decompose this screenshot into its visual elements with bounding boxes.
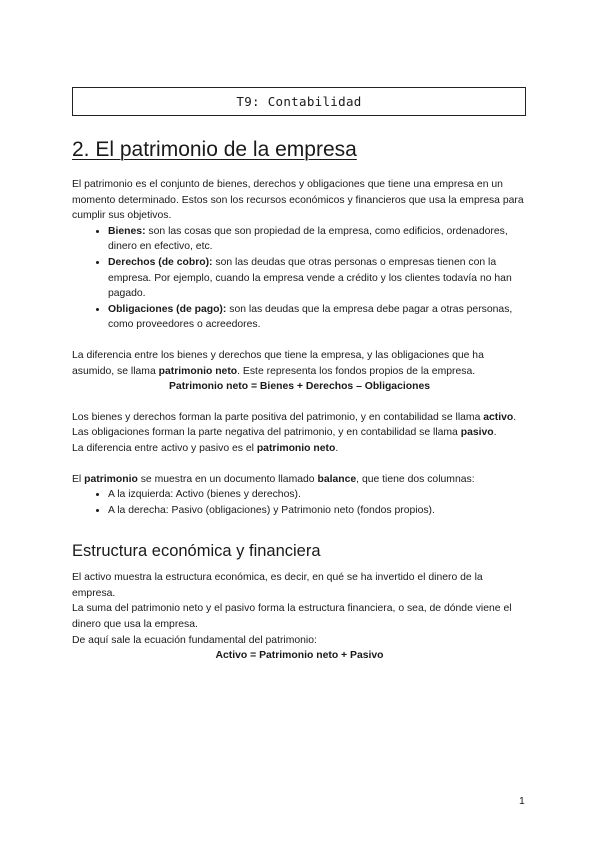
estructura-economica-paragraph: El activo muestra la estructura económica, es decir, en qué se ha invertido el dinero de la empresa. xyxy=(72,572,483,599)
ecuacion-intro-paragraph: De aquí sale la ecuación fundamental del patrimonio: xyxy=(72,634,317,646)
list-item xyxy=(108,224,527,255)
header-title: T9: Contabilidad xyxy=(236,94,362,109)
list-text: son las deudas que la empresa debe pagar a otras personas, como proveedores o acreedores. xyxy=(108,303,513,331)
patrimonio-elements-list xyxy=(72,224,527,333)
list-item xyxy=(108,255,527,302)
patrimonio-neto-paragraph xyxy=(72,348,527,379)
pasivo-paragraph xyxy=(72,425,527,441)
bold-term: pasivo xyxy=(460,427,494,439)
text-span: La diferencia entre los bienes y derechos que tiene la empresa, y las obligaciones que ha asumido, se llama xyxy=(72,349,484,377)
activo-paragraph xyxy=(72,410,527,426)
text-span: Los bienes y derechos forman la parte positiva del patrimonio, y en contabilidad se llama xyxy=(72,411,484,423)
list-item xyxy=(108,302,527,333)
text-span: . xyxy=(513,411,517,423)
balance-columns-list xyxy=(72,487,527,518)
text-span: . xyxy=(335,442,339,454)
list-term: Obligaciones (de pago): xyxy=(108,303,227,315)
intro-paragraph: El patrimonio es el conjunto de bienes, derechos y obligaciones que tiene una empresa en un momento determinado. Estos son los recursos económicos y financieros que usa la empresa para cumplir sus objetivos. xyxy=(72,179,524,222)
balance-paragraph xyxy=(72,472,527,488)
bold-term: patrimonio xyxy=(84,473,138,485)
list-text: son las cosas que son propiedad de la empresa, como edificios, ordenadores, dinero en efectivo, etc. xyxy=(108,225,508,253)
text-span: Las obligaciones forman la parte negativa del patrimonio, y en contabilidad se llama xyxy=(72,427,461,439)
diferencia-paragraph xyxy=(72,441,527,457)
text-span: . xyxy=(493,427,497,439)
document-content xyxy=(72,136,527,664)
estructura-financiera-paragraph: La suma del patrimonio neto y el pasivo forma la estructura financiera, o sea, de dónde viene el dinero que usa la empresa. xyxy=(72,603,512,631)
text-span: , que tiene dos columnas: xyxy=(356,473,475,485)
bold-term: activo xyxy=(483,411,514,423)
text-span: se muestra en un documento llamado xyxy=(137,473,318,485)
bold-term: patrimonio neto xyxy=(158,365,238,377)
list-item: • A la derecha: Pasivo (obligaciones) y Patrimonio neto (fondos propios). xyxy=(108,503,527,519)
page-header-box xyxy=(72,87,526,116)
formula-ecuacion-fundamental: Activo = Patrimonio neto + Pasivo xyxy=(215,650,384,662)
formula-patrimonio-neto: Patrimonio neto = Bienes + Derechos – Obligaciones xyxy=(169,381,430,393)
list-term: Bienes: xyxy=(108,225,146,237)
list-term: Derechos (de cobro): xyxy=(108,256,213,268)
bold-term: patrimonio neto xyxy=(256,442,336,454)
page-number: 1 xyxy=(519,796,525,807)
section-heading: 2. El patrimonio de la empresa xyxy=(72,138,357,161)
text-span: La diferencia entre activo y pasivo es el xyxy=(72,442,257,454)
text-span: El xyxy=(72,473,85,485)
list-item: • A la izquierda: Activo (bienes y derechos). xyxy=(108,487,527,503)
text-span: . Este representa los fondos propios de la empresa. xyxy=(237,365,476,377)
list-text: son las deudas que otras personas o empresas tienen con la empresa. Por ejemplo, cuando la empresa vende a crédito y los clientes todavía no han pagado. xyxy=(108,256,512,300)
subsection-heading: Estructura económica y financiera xyxy=(72,542,321,561)
bold-term: balance xyxy=(317,473,357,485)
